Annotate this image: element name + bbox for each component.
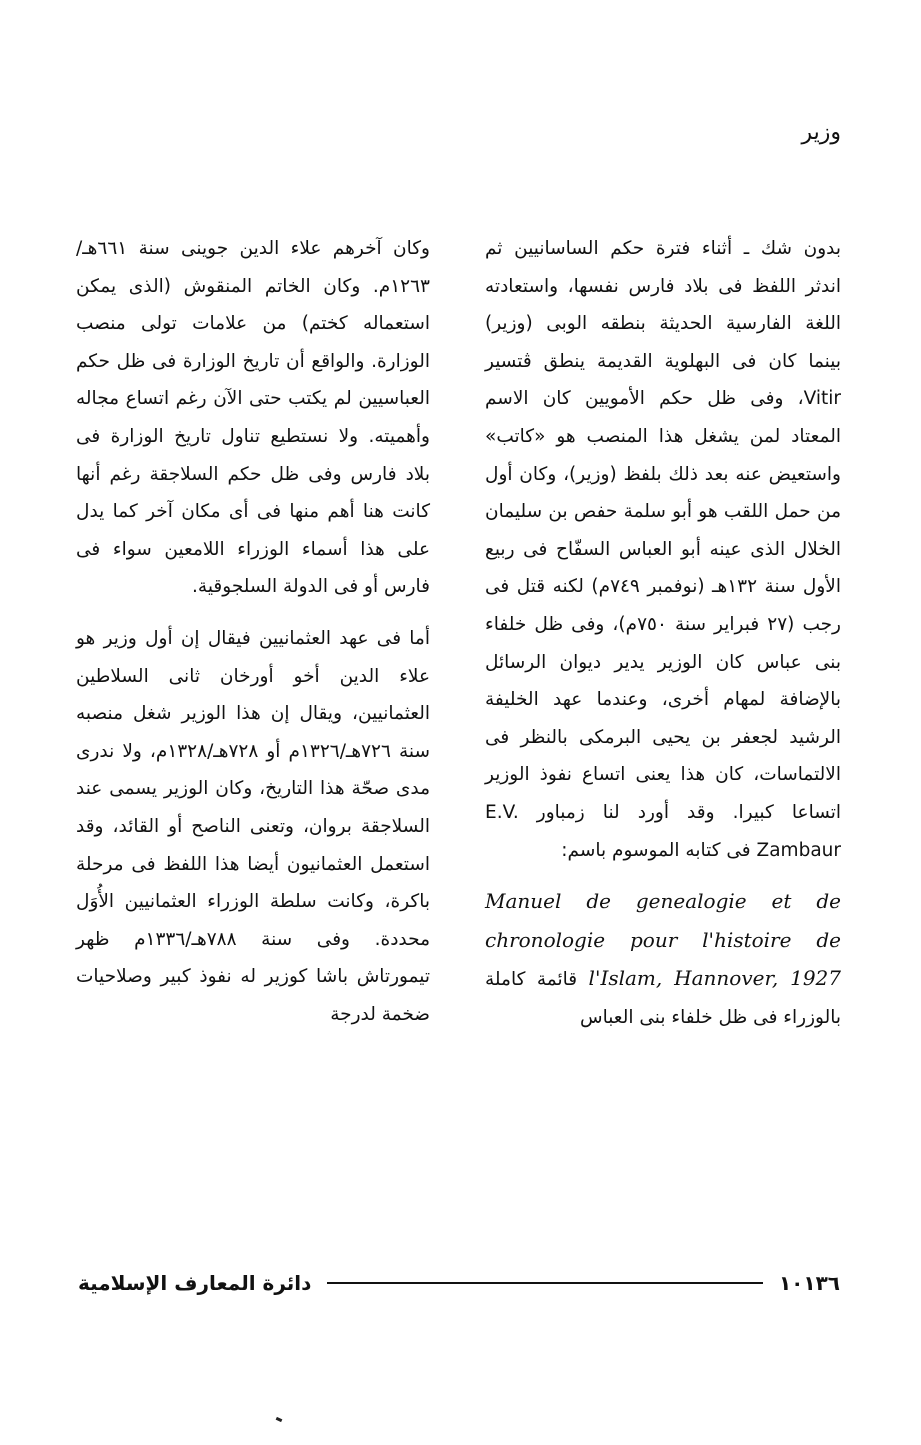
right-paragraph-1: بدون شك ـ أثناء فترة حكم الساسانيين ثم اندثر اللفظ فى بلاد فارس نفسها، واستعادته اللغة الفارسية الحديثة بنطقه الوبى (وزير) بينما كان فى البهلوية القديمة ينطق ڤتسير Vitir، وفى ظل حكم الأمويين كان الاسم المعتاد لمن يشغل هذا المنصب هو «كاتب» واستعيض عنه بعد ذلك بلفظ (وزير)، وكان أول من حمل اللقب هو أبو سلمة حفص بن سليمان الخلال الذى عينه أبو العباس السفّاح فى ربيع الأول سنة ١٣٢هـ (نوفمبر ٧٤٩م) لكنه قتل فى رجب (٢٧ فبراير سنة ٧٥٠م)، وفى ظل خلفاء بنى عباس كان الوزير يدير ديوان الرسائل بالإضافة لمهام أخرى، وعندما عهد الخليفة الرشيد لجعفر بن يحيى البرمكى بالنظر فى الالتماسات، كان هذا يعنى اتساع نفوذ الوزير اتساعا كبيرا. وقد أورد لنا زمباور E.V. Zambaur فى كتابه الموسوم باسم: xyxy=(485,238,841,861)
footer-divider xyxy=(327,1282,763,1284)
bibliography-title: Manuel de genealogie et de chronologie pour l'histoire de l'Islam, Hannover, 1927 xyxy=(485,889,842,991)
bibliography-entry xyxy=(485,883,841,1036)
page-footer xyxy=(78,1268,840,1298)
left-column xyxy=(76,230,430,1033)
bibliography-tail: قائمة كاملة بالوزراء فى ظل خلفاء بنى العباس xyxy=(485,969,841,1028)
left-paragraph-1: وكان آخرهم علاء الدين جوينى سنة ٦٦١هـ/١٢٦٣م. وكان الخاتم المنقوش (الذى يمكن استعماله كختم) من علامات تولى منصب الوزارة. والواقع أن تاريخ الوزارة فى ظل حكم العباسيين لم يكتب حتى الآن رغم اتساع مجاله وأهميته. ولا نستطيع تناول تاريخ الوزارة فى بلاد فارس وفى ظل حكم السلاجقة رغم أنها كانت هنا أهم منها فى أى مكان آخر كما يدل على هذا أسماء الوزراء اللامعين سواء فى فارس أو فى الدولة السلجوقية. xyxy=(76,238,430,598)
left-paragraph-2: أما فى عهد العثمانيين فيقال إن أول وزير هو علاء الدين أخو أورخان ثانى السلاطين العثمانيين، ويقال إن هذا الوزير شغل منصبه سنة ٧٢٦هـ/١٣٢٦م أو ٧٢٨هـ/١٣٢٨م، ولا ندرى مدى صحّة هذا التاريخ، وكان الوزير يسمى عند السلاجقة بروان، وتعنى الناصح أو القائد، وقد استعمل العثمانيون أيضا هذا اللفظ فى مرحلة باكرة، وكانت سلطة الوزراء العثمانيين الأُوَل محددة. وفى سنة ٧٨٨هـ/١٣٣٦م ظهر تيمورتاش باشا كوزير له نفوذ كبير وصلاحيات ضخمة لدرجة xyxy=(76,627,430,1025)
publication-title: دائرة المعارف الإسلامية xyxy=(78,1271,312,1295)
right-column xyxy=(485,230,841,1036)
scan-speck xyxy=(276,1417,283,1422)
page-number: ١٠١٣٦ xyxy=(778,1271,840,1295)
running-title: وزير xyxy=(801,120,841,145)
